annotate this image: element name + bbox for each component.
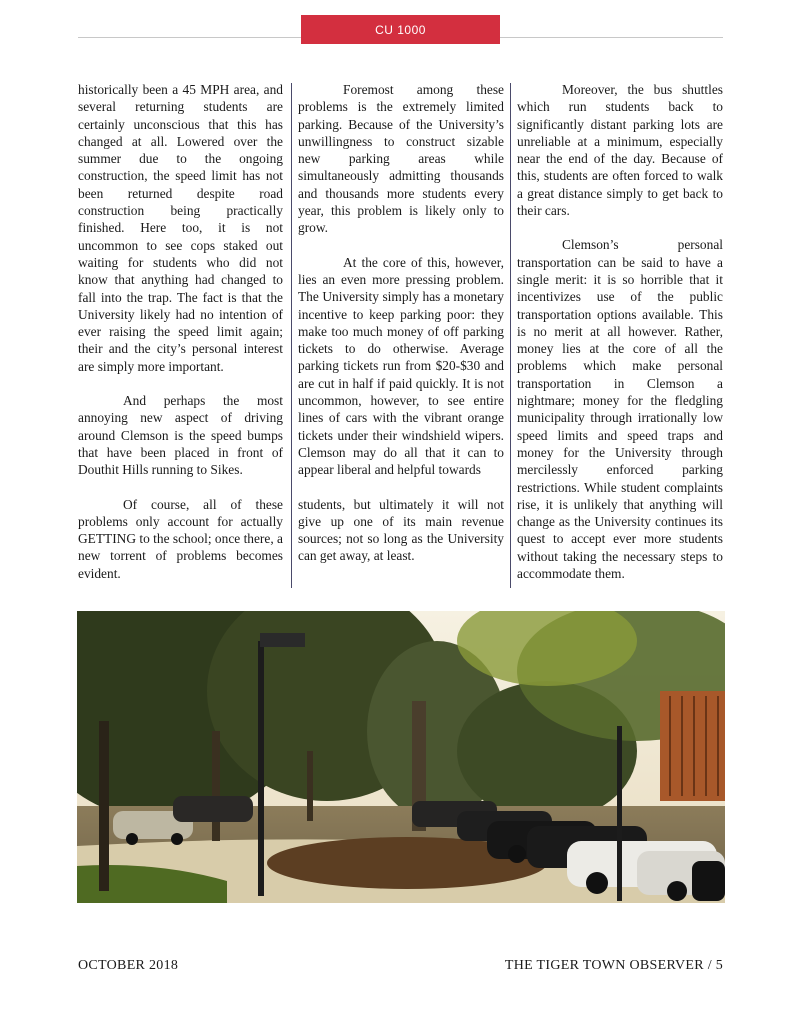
section-label: CU 1000 xyxy=(375,22,426,37)
paragraph: Clemson’s personal transportation can be said to have a single merit: it is so horrible that it incentivizes use of the public transportation options available. This is no merit at all however. Rather, money lies at the core of all the problems which make personal transportation in Clemson a nightmare; money for the fledgling municipality through irrationally low speed limits and speed traps and money for the University through mercilessly enforced parking restrictions. While student complaints rise, it is unlikely that anything will change as the University continues its quest to accept ever more students without taking the necessary steps to accommodate them. xyxy=(517,237,723,582)
parking-lot-photo xyxy=(77,611,725,903)
paragraph: And perhaps the most annoying new aspect of driving around Clemson is the speed bumps that have been placed in front of Douthit Hills running to Sikes. xyxy=(78,393,283,478)
paragraph: historically been a 45 MPH area, and several returning students are certainly unconscious that this has changed at all. Lowered over the summer due to the ongoing construction, the speed limit has not been returned despite road construction being practically finished. Here too, it is not uncommon to see cops staked out waiting for students who did not know that anything had changed to fall into the trap. The fact is that the University likely had no intention of ever raising the speed limit again; their and the city’s personal interest are simply more important. xyxy=(78,82,283,374)
paragraph: Of course, all of these problems only account for actually GETTING to the school; once there, a new torrent of problems becomes evident. xyxy=(78,496,283,581)
paragraph: Moreover, the bus shuttles which run students back to significantly distant parking lots are unreliable at a minimum, especially near the end of the day. Because of this, students are often forced to walk a great distance simply to get back to their cars. xyxy=(517,82,723,219)
paragraph: Foremost among these problems is the extremely limited parking. Because of the University’s unwillingness to construct sizable new parking areas while simultaneously admitting thousands and thousands more students every year, this problem is likely only to grow. xyxy=(298,82,504,236)
footer-publication-page: THE TIGER TOWN OBSERVER / 5 xyxy=(504,958,723,973)
paragraph: students, but ultimately it will not give up one of its main revenue sources; not so long as the University can get away, at least. xyxy=(298,496,504,564)
column-divider xyxy=(291,83,292,588)
article-column-2 xyxy=(298,81,504,565)
parking-lot-illustration xyxy=(77,611,725,903)
article-column-1 xyxy=(78,81,283,582)
footer-date: OCTOBER 2018 xyxy=(78,958,179,973)
paragraph: At the core of this, however, lies an even more pressing problem. The University simply has a monetary incentive to keep parking poor: they make too much money of off parking tickets to do otherwise. Average parking tickets run from $20-$30 and are cut in half if paid quickly. It is not uncommon, however, to see entire lines of cars with the vibrant orange tickets under their windshield wipers. Clemson may do all that it can to appear liberal and helpful towards xyxy=(298,254,504,478)
column-divider xyxy=(510,83,511,588)
section-tab xyxy=(301,15,500,44)
article-column-3 xyxy=(517,81,723,582)
